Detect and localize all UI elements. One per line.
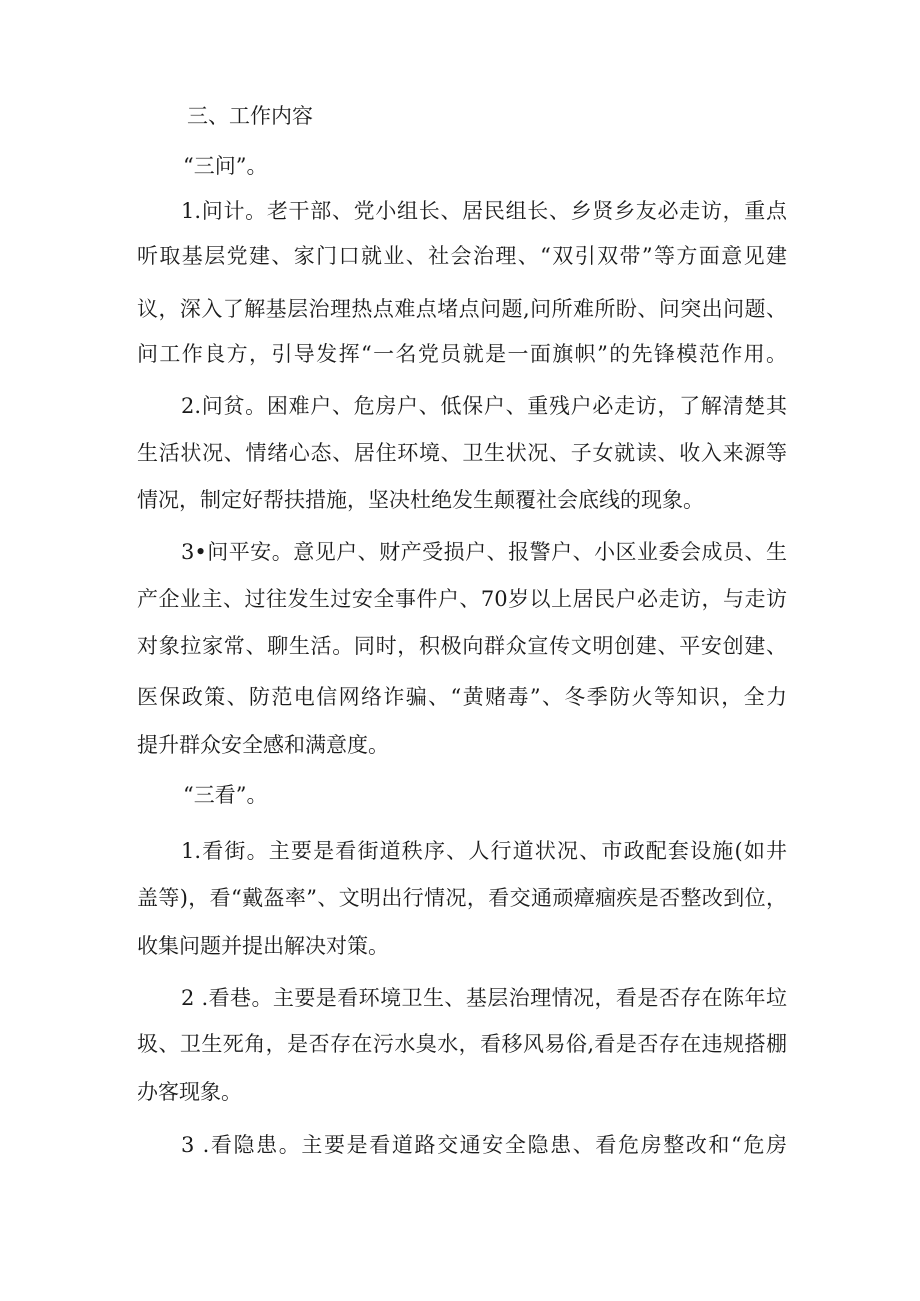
section-heading: 三、工作内容 xyxy=(187,104,313,128)
paragraph-line: 圾、卫生死角，是否存在污水臭水，看移风易俗,看是否存在违规搭棚 xyxy=(137,1032,787,1056)
paragraph-line: 2 .看巷。主要是看环境卫生、基层治理情况，看是否存在陈年垃 xyxy=(181,986,787,1010)
paragraph-line: 议，深入了解基层治理热点难点堵点问题,问所难所盼、问突出问题、 xyxy=(137,297,787,321)
paragraph-line: 问工作良方，引导发挥“一名党员就是一面旗帜”的先锋模范作用。 xyxy=(137,342,787,366)
paragraph-line: 医保政策、防范电信网络诈骗、“黄赌毒”、冬季防火等知识，全力 xyxy=(137,685,787,709)
paragraph-line: 生活状况、情绪心态、居住环境、卫生状况、子女就读、收入来源等 xyxy=(137,441,787,465)
paragraph-line: 3•问平安。意见户、财产受损户、报警户、小区业委会成员、生 xyxy=(181,540,787,564)
paragraph-line: 收集问题并提出解决对策。 xyxy=(137,934,389,958)
subheading-san-wen: “三问”。 xyxy=(183,154,268,178)
paragraph-line: 产企业主、过往发生过安全事件户、70岁以上居民户必走访，与走访 xyxy=(137,587,787,611)
paragraph-line: 对象拉家常、聊生活。同时，积极向群众宣传文明创建、平安创建、 xyxy=(137,634,787,658)
paragraph-line: 办客现象。 xyxy=(137,1080,242,1104)
paragraph-line: 2.问贫。困难户、危房户、低保户、重残户必走访，了解清楚其 xyxy=(181,394,787,418)
paragraph-line: 盖等)，看“戴盔率”、文明出行情况，看交通顽瘴痼疾是否整改到位， xyxy=(137,886,787,910)
paragraph-line: 1.看街。主要是看街道秩序、人行道状况、市政配套设施(如井 xyxy=(181,839,787,863)
paragraph-line: 3 .看隐患。主要是看道路交通安全隐患、看危房整改和“危房 xyxy=(181,1133,787,1157)
paragraph-line: 1.问计。老干部、党小组长、居民组长、乡贤乡友必走访，重点 xyxy=(181,199,787,223)
paragraph-line: 听取基层党建、家门口就业、社会治理、“双引双带”等方面意见建 xyxy=(137,244,787,268)
paragraph-line: 提升群众安全感和满意度。 xyxy=(137,733,389,757)
subheading-san-kan: “三看”。 xyxy=(183,783,268,807)
paragraph-line: 情况，制定好帮扶措施，坚决杜绝发生颠覆社会底线的现象。 xyxy=(137,488,704,512)
